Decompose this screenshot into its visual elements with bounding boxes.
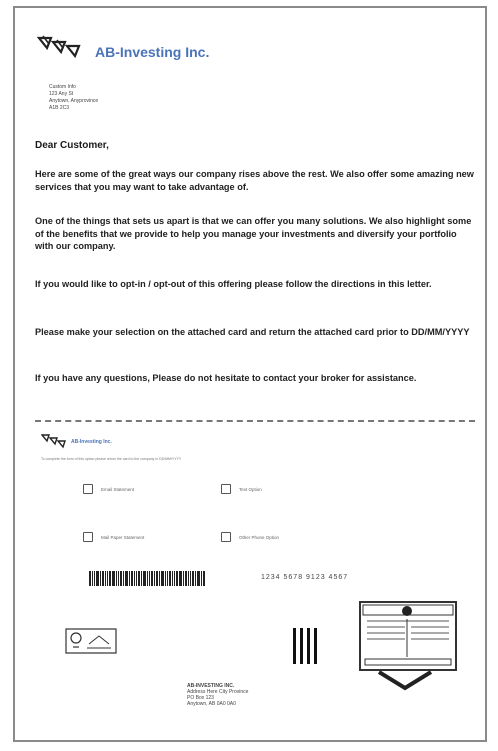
form-note: To complete the form of this option please return the card to the company in DD/MM/YYYY (41, 457, 182, 461)
address-line: Custom Info (49, 84, 76, 90)
barcode-digits: 1234 5678 9123 4567 (261, 574, 349, 581)
option-checkbox[interactable] (83, 484, 93, 494)
letter-paragraph: If you would like to opt-in / opt-out of this offering please follow the directions in this letter. (35, 279, 432, 289)
letter-paragraph: If you have any questions, Please do not hesitate to contact your broker for assistance. (35, 373, 417, 383)
option-mail-paper[interactable] (83, 532, 144, 542)
address-line: Anytown, Anyprovince (49, 98, 99, 104)
letter-page (13, 6, 487, 742)
letter-paragraph: Please make your selection on the attached card and return the attached card prior to DD/MM/YYYY (35, 327, 470, 337)
address-line: 123 Any St (49, 91, 74, 97)
postage-label-graphic (361, 603, 455, 669)
option-checkbox[interactable] (83, 532, 93, 542)
tear-off-line (35, 420, 475, 422)
option-text[interactable] (221, 484, 262, 494)
recycle-stamp-icon (65, 628, 117, 654)
salutation: Dear Customer, (35, 140, 109, 151)
company-name: AB-Investing Inc. (95, 44, 210, 60)
company-logo-icon (37, 34, 93, 60)
option-label: Other Phone Option (239, 534, 280, 540)
address-line: A1B 2C3 (49, 105, 70, 111)
postal-barcode (293, 628, 317, 664)
option-checkbox[interactable] (221, 532, 231, 542)
return-line: Anytown, AB 0A0 0A0 (187, 701, 236, 707)
form-company-name: AB-Investing Inc. (71, 439, 112, 445)
option-email-statement[interactable] (83, 484, 134, 494)
return-address (187, 683, 248, 707)
option-label: Mail Paper Statement (101, 534, 145, 540)
form-logo-icon (41, 433, 71, 449)
return-line: Address Here City Province (187, 689, 249, 695)
chevron-down-icon (375, 670, 435, 694)
option-other-phone[interactable] (221, 532, 279, 542)
barcode (89, 571, 206, 586)
option-label: Email Statement (101, 486, 135, 492)
return-line: AB-INVESTING INC. (187, 683, 235, 689)
option-checkbox[interactable] (221, 484, 231, 494)
postage-label (359, 601, 457, 671)
recipient-address (49, 84, 98, 112)
return-line: PO Box 123 (187, 695, 214, 701)
letter-paragraph: Here are some of the great ways our company rises above the rest. We also offer some amazing new services that you may want to take advantage of. (35, 169, 474, 192)
letter-paragraph: One of the things that sets us apart is that we can offer you many solutions. We also highlight some of the benefits that we provide to help you manage your investments and diversify your portfolio with our company. (35, 216, 472, 251)
option-label: Text Option (239, 486, 262, 492)
